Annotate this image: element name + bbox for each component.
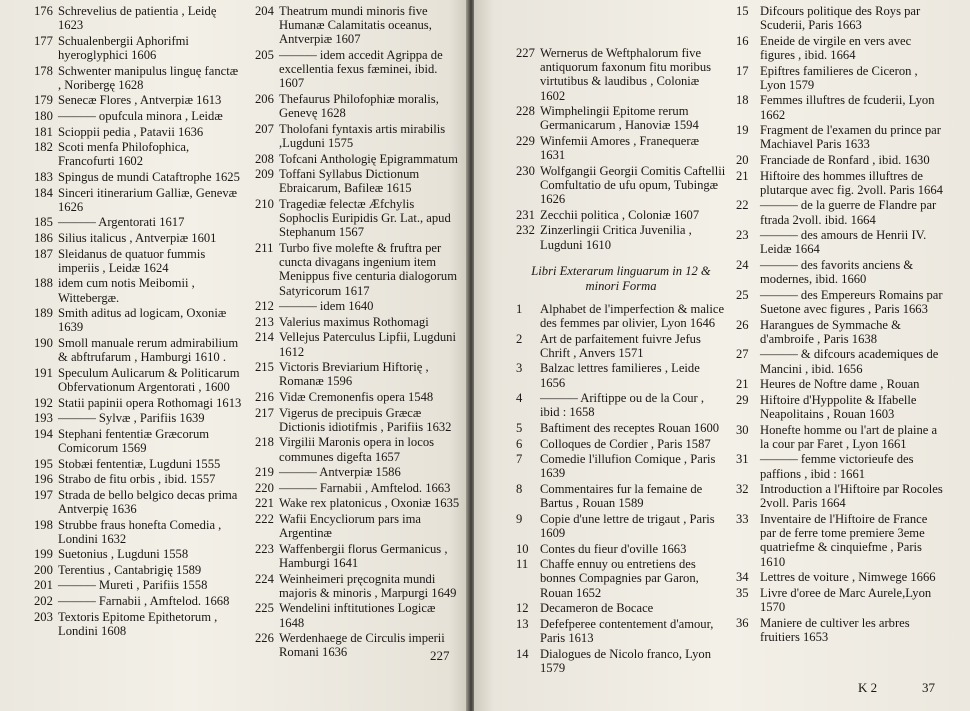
catalog-entry (516, 208, 726, 222)
catalog-entry (34, 578, 244, 592)
catalog-entry (736, 153, 946, 167)
catalog-entry (516, 437, 726, 451)
catalog-entry (736, 452, 946, 480)
entry-number: 210 (255, 196, 274, 211)
entry-number: 21 (736, 377, 749, 392)
entry-text: Strubbe fraus honefta Comedia , Londini 1632 (58, 517, 222, 546)
entry-text: Strada de bello belgico decas prima Antverpię 1636 (58, 487, 238, 516)
entry-number: 202 (34, 594, 53, 609)
catalog-entry (736, 570, 946, 584)
right-column-1-bottom (516, 302, 726, 675)
entry-text: Schrevelius de patientia , Leidę 1623 (58, 4, 217, 33)
entry-number: 179 (34, 93, 53, 108)
catalog-entry (736, 512, 946, 569)
entry-number: 11 (516, 557, 529, 572)
catalog-entry (516, 46, 726, 103)
entry-number: 188 (34, 276, 53, 291)
catalog-entry (255, 542, 462, 570)
entry-text: ——— Farnabii , Amftelod. 1668 (58, 594, 230, 609)
entry-text: Senecæ Flores , Antverpiæ 1613 (58, 93, 222, 108)
entry-number: 195 (34, 456, 53, 471)
entry-text: Art de parfaitement fuivre Jefus Chrift , Anvers 1571 (540, 331, 701, 360)
entry-text: Wafii Encycliorum pars ima Argentinæ (279, 511, 422, 541)
entry-text: Stephani fententiæ Græcorum Comicorum 1569 (58, 426, 210, 455)
catalog-entry (736, 586, 946, 614)
entry-text: Sleidanus de quatuor fummis imperiis , Leidæ 1624 (58, 246, 206, 275)
entry-text: ——— idem 1640 (279, 299, 374, 314)
entry-number: 7 (516, 452, 523, 467)
entry-number: 219 (255, 465, 274, 480)
right-column-2 (736, 4, 946, 645)
catalog-entry (736, 169, 946, 197)
entry-text: Strabo de fitu orbis , ibid. 1557 (58, 472, 216, 487)
page-number: 37 (922, 680, 935, 695)
entry-number: 201 (34, 578, 53, 593)
entry-number: 212 (255, 299, 274, 314)
entry-text: Dialogues de Nicolo franco, Lyon 1579 (540, 646, 712, 675)
left-column-1 (34, 4, 244, 639)
catalog-entry (736, 198, 946, 226)
entry-text: Wernerus de Weftphalorum five antiquorum faxonum fitu moribus virtutibus & laudibus , Coloniæ 1602 (540, 46, 712, 103)
catalog-entry (34, 427, 244, 455)
entry-text: Hiftoire des hommes illuftres de plutarque avec fig. 2voll. Paris 1664 (760, 168, 943, 197)
right-column-1-top (516, 46, 726, 252)
entry-number: 208 (255, 151, 274, 166)
entry-text: Scoti menfa Philofophica, Francofurti 1602 (58, 140, 190, 169)
entry-number: 35 (736, 585, 749, 600)
entry-number: 176 (34, 4, 53, 18)
entry-number: 223 (255, 541, 274, 556)
catalog-entry (34, 125, 244, 139)
entry-number: 8 (516, 481, 523, 496)
entry-text: Comedie l'illufion Comique , Paris 1639 (540, 452, 716, 481)
entry-text: Hiftoire d'Hyppolite & Ifabelle Neapolitains , Rouan 1603 (760, 392, 917, 421)
entry-number: 221 (255, 496, 274, 511)
catalog-entry (34, 215, 244, 229)
entry-text: Turbo five molefte & fruftra per cuncta divagans ingenium item Menippus five centuria dialogorum Satyricorum 1617 (279, 240, 458, 298)
entry-number: 190 (34, 335, 53, 350)
entry-number: 184 (34, 185, 53, 200)
catalog-entry (255, 481, 462, 495)
entry-number: 181 (34, 124, 53, 139)
entry-text: Lettres de voiture , Nimwege 1666 (760, 570, 936, 585)
entry-text: Harangues de Symmache & d'ambroife , Paris 1638 (760, 317, 901, 346)
catalog-entry (34, 231, 244, 245)
entry-text: Eneide de virgile en vers avec figures , ibid. 1664 (760, 33, 912, 62)
entry-text: Victoris Breviarium Hiftorię , Romanæ 1596 (279, 360, 429, 389)
entry-text: Wolfgangii Georgii Comitis Caftellii Comfultatio de ufu opum, Tubingæ 1626 (540, 163, 726, 207)
catalog-entry (255, 601, 462, 629)
entry-number: 4 (516, 391, 523, 406)
entry-text: Suetonius , Lugduni 1558 (58, 547, 189, 562)
catalog-entry (255, 4, 462, 47)
entry-number: 21 (736, 168, 749, 183)
catalog-entry (255, 92, 462, 120)
catalog-entry (34, 547, 244, 561)
entry-text: Stobæi fententiæ, Lugduni 1555 (58, 456, 221, 471)
entry-text: Wimphelingii Epitome rerum Germanicarum , Hanoviæ 1594 (540, 104, 699, 133)
catalog-entry (736, 228, 946, 256)
entry-text: Femmes illuftres de fcuderii, Lyon 1662 (760, 93, 935, 122)
entry-number: 178 (34, 63, 53, 78)
entry-number: 230 (516, 163, 535, 178)
catalog-entry (34, 247, 244, 275)
left-page (0, 0, 468, 711)
entry-text: Wendelini inftitutiones Logicæ 1648 (279, 601, 436, 630)
catalog-entry (736, 4, 946, 32)
catalog-entry (516, 361, 726, 389)
entry-text: Colloques de Cordier , Paris 1587 (540, 436, 711, 451)
catalog-entry (255, 48, 462, 91)
entry-number: 10 (516, 541, 529, 556)
catalog-entry (34, 610, 244, 638)
entry-text: Introduction a l'Hiftoire par Rocoles 2voll. Paris 1664 (760, 482, 943, 511)
entry-text: idem cum notis Meibomii , Wittebergæ. (58, 276, 195, 305)
entry-number: 187 (34, 246, 53, 261)
entry-text: Weinheimeri pręcognita mundi majoris & minoris , Marpurgi 1649 (279, 571, 457, 600)
entry-number: 209 (255, 167, 274, 182)
entry-number: 222 (255, 511, 274, 526)
entry-text: Chaffe ennuy ou entretiens des bonnes Compagnies par Garon, Rouan 1652 (540, 557, 699, 600)
entry-number: 2 (516, 331, 523, 346)
entry-number: 206 (255, 92, 274, 106)
entry-text: Smoll manuale rerum admirabilium & abftrufarum , Hamburgi 1610 . (58, 335, 239, 365)
entry-number: 20 (736, 152, 749, 167)
catalog-entry (34, 594, 244, 608)
entry-number: 18 (736, 93, 749, 108)
entry-text: ——— Antverpiæ 1586 (279, 465, 401, 480)
catalog-entry (736, 393, 946, 421)
catalog-entry (516, 223, 726, 251)
catalog-entry (516, 332, 726, 360)
catalog-entry (516, 617, 726, 645)
entry-number: 232 (516, 223, 535, 238)
entry-text: Copie d'une lettre de trigaut , Paris 1609 (540, 511, 715, 540)
catalog-entry (736, 616, 946, 644)
entry-text: Balzac lettres familieres , Leide 1656 (540, 361, 700, 390)
entry-text: Silius italicus , Antverpiæ 1601 (58, 230, 217, 245)
catalog-entry (34, 140, 244, 168)
entry-number: 199 (34, 547, 53, 562)
catalog-entry (255, 572, 462, 600)
entry-text: ——— & difcours academiques de Mancini , ibid. 1656 (760, 347, 939, 376)
entry-text: ——— des favorits anciens & modernes, ibid. 1660 (760, 257, 914, 287)
entry-number: 192 (34, 395, 53, 410)
catalog-entry (255, 512, 462, 540)
entry-text: Scioppii pedia , Patavii 1636 (58, 124, 204, 139)
entry-number: 14 (516, 646, 529, 661)
catalog-entry (255, 197, 462, 240)
entry-number: 213 (255, 314, 274, 329)
entry-text: ——— Mureti , Parifiis 1558 (58, 578, 208, 593)
entry-text: Fragment de l'examen du prince par Machiavel Paris 1633 (760, 123, 941, 152)
catalog-entry (255, 435, 462, 463)
entry-text: Baftiment des receptes Rouan 1600 (540, 420, 720, 435)
catalog-entry (34, 488, 244, 516)
entry-number: 15 (736, 4, 749, 18)
catalog-entry (516, 647, 726, 675)
catalog-entry (516, 482, 726, 510)
entry-number: 16 (736, 33, 749, 48)
entry-text: Tholofani fyntaxis artis mirabilis ,Lugduni 1575 (279, 121, 446, 150)
catalog-entry (736, 347, 946, 375)
catalog-entry (34, 276, 244, 304)
catalog-entry (34, 563, 244, 577)
catalog-entry (255, 390, 462, 404)
section-heading: Libri Exterarum linguarum in 12 & minori Forma (531, 263, 711, 293)
entry-text: ——— Argentorati 1617 (58, 215, 185, 230)
entry-number: 3 (516, 361, 523, 376)
catalog-entry (736, 64, 946, 92)
catalog-entry (516, 452, 726, 480)
catalog-entry (34, 306, 244, 334)
entry-number: 211 (255, 240, 274, 255)
entry-text: Winfemii Amores , Franequeræ 1631 (540, 134, 699, 163)
catalog-entry (255, 315, 462, 329)
catalog-entry (736, 377, 946, 391)
entry-number: 25 (736, 287, 749, 302)
entry-number: 22 (736, 198, 749, 213)
catalog-entry (516, 302, 726, 330)
catalog-entry (516, 164, 726, 207)
catalog-entry (516, 601, 726, 615)
catalog-entry (255, 465, 462, 479)
entry-number: 177 (34, 33, 53, 48)
catalog-entry (255, 299, 462, 313)
entry-text: Contes du fieur d'oville 1663 (540, 541, 687, 556)
catalog-entry (736, 34, 946, 62)
entry-text: Textoris Epitome Epithetorum , Londini 1608 (58, 609, 218, 638)
entry-text: Spingus de mundi Cataftrophe 1625 (58, 169, 240, 184)
catalog-entry (255, 496, 462, 510)
catalog-entry (34, 34, 244, 62)
entry-text: Vidæ Cremonenfis opera 1548 (279, 389, 434, 404)
entry-number: 231 (516, 207, 535, 222)
catalog-entry (255, 330, 462, 358)
entry-number: 13 (516, 616, 529, 631)
entry-text: Zinzerlingii Critica Juvenilia , Lugduni 1610 (540, 223, 692, 252)
entry-number: 24 (736, 257, 749, 272)
entry-number: 17 (736, 63, 749, 78)
entry-number: 226 (255, 631, 274, 646)
entry-number: 225 (255, 601, 274, 616)
entry-number: 220 (255, 480, 274, 495)
entry-number: 36 (736, 615, 749, 630)
entry-number: 214 (255, 330, 274, 345)
catchword: 227 (430, 648, 450, 663)
entry-text: Statii papinii opera Rothomagi 1613 (58, 395, 242, 410)
entry-text: Vigerus de precipuis Græcæ Dictionis idiotifmis , Parifiis 1632 (279, 405, 452, 434)
entry-text: Schwenter manipulus linguę fanctæ , Noribergę 1628 (58, 63, 239, 92)
entry-text: ——— opufcula minora , Leidæ (58, 108, 223, 123)
entry-number: 229 (516, 134, 535, 148)
catalog-entry (34, 518, 244, 546)
catalog-entry (34, 4, 244, 32)
entry-text: Werdenhaege de Circulis imperii Romani 1636 (279, 631, 445, 660)
entry-number: 32 (736, 482, 749, 497)
catalog-entry (736, 123, 946, 151)
entry-number: 218 (255, 435, 274, 450)
catalog-entry (736, 288, 946, 316)
catalog-entry (34, 472, 244, 486)
entry-number: 204 (255, 4, 274, 18)
signature-mark: K 2 (858, 680, 878, 695)
entry-text: Heures de Noftre dame , Rouan (760, 377, 920, 392)
entry-number: 26 (736, 317, 749, 332)
entry-number: 196 (34, 472, 53, 487)
entry-number: 224 (255, 571, 274, 586)
entry-number: 217 (255, 405, 274, 420)
entry-text: Sinceri itinerarium Galliæ, Genevæ 1626 (58, 185, 238, 214)
entry-text: Smith aditus ad logicam, Oxoniæ 1639 (58, 306, 227, 335)
right-page (474, 0, 970, 711)
entry-text: Valerius maximus Rothomagi (279, 314, 429, 329)
entry-number: 228 (516, 104, 535, 119)
entry-number: 23 (736, 228, 749, 243)
catalog-entry (34, 336, 244, 364)
entry-number: 203 (34, 609, 53, 624)
entry-text: Maniere de cultiver les arbres fruitiers 1653 (760, 615, 910, 644)
entry-text: ——— de la guerre de Flandre par ftrada 2voll. ibid. 1664 (760, 198, 937, 227)
entry-number: 6 (516, 436, 523, 451)
catalog-entry (516, 134, 726, 162)
entry-text: Terentius , Cantabrigię 1589 (58, 562, 202, 577)
entry-text: Alphabet de l'imperfection & malice des femmes par olivier, Lyon 1646 (540, 301, 725, 330)
catalog-entry (736, 423, 946, 451)
catalog-entry (34, 93, 244, 107)
entry-text: ——— femme victorieufe des paffions , ibid : 1661 (760, 452, 914, 481)
catalog-entry (736, 482, 946, 510)
catalog-entry (255, 122, 462, 150)
entry-number: 34 (736, 570, 749, 585)
entry-number: 9 (516, 511, 523, 526)
catalog-entry (516, 557, 726, 600)
entry-text: Toffani Syllabus Dictionum Ebraicarum, Bafileæ 1615 (279, 167, 420, 196)
entry-text: Epiftres familieres de Ciceron , Lyon 1579 (760, 63, 918, 92)
catalog-entry (255, 241, 462, 298)
entry-text: Speculum Aulicarum & Politicarum Obfervationum Argentorati , 1600 (58, 365, 240, 394)
catalog-entry (516, 542, 726, 556)
entry-number: 193 (34, 411, 53, 426)
entry-text: Zecchii politica , Coloniæ 1607 (540, 207, 700, 222)
entry-text: ——— des amours de Henrii IV. Leidæ 1664 (760, 228, 927, 257)
entry-number: 31 (736, 452, 749, 467)
entry-text: Inventaire de l'Hiftoire de France par de ferre tome premiere 3eme quatriefme & cinquiefme , Paris 1610 (760, 511, 928, 569)
catalog-entry (34, 64, 244, 92)
entry-number: 207 (255, 121, 274, 136)
entry-number: 182 (34, 140, 53, 155)
entry-number: 216 (255, 389, 274, 404)
left-column-2 (255, 4, 462, 661)
entry-number: 186 (34, 230, 53, 245)
catalog-entry (516, 104, 726, 132)
entry-text: Waffenbergii florus Germanicus , Hamburgi 1641 (279, 541, 448, 570)
entry-text: Theatrum mundi minoris five Humanæ Calamitatis oceanus, Antverpiæ 1607 (279, 4, 432, 47)
entry-number: 194 (34, 426, 53, 441)
entry-number: 1 (516, 301, 523, 316)
catalog-entry (255, 167, 462, 195)
catalog-entry (34, 186, 244, 214)
catalog-entry (736, 93, 946, 121)
right-column-1 (516, 46, 726, 676)
catalog-entry (516, 512, 726, 540)
catalog-entry (255, 406, 462, 434)
entry-number: 30 (736, 422, 749, 437)
entry-text: Livre d'oree de Marc Aurele,Lyon 1570 (760, 585, 932, 614)
entry-number: 191 (34, 365, 53, 380)
catalog-entry (255, 152, 462, 166)
entry-text: Vellejus Paterculus Lipfii, Lugduni 1612 (279, 330, 456, 359)
entry-text: ——— idem accedit Agrippa de excellentia fexus fæminei, ibid. 1607 (279, 48, 443, 91)
entry-text: Tragediæ felectæ Æfchylis Sophoclis Euripidis Gr. Lat., apud Stephanum 1567 (279, 196, 451, 240)
catalog-entry (34, 109, 244, 123)
entry-text: Virgilii Maronis opera in locos communes digefta 1657 (279, 435, 435, 464)
catalog-entry (34, 457, 244, 471)
entry-number: 19 (736, 123, 749, 138)
entry-number: 197 (34, 487, 53, 502)
entry-number: 12 (516, 601, 529, 616)
catalog-entry (255, 360, 462, 388)
catalog-entry (34, 396, 244, 410)
entry-text: Schualenbergii Aphorifmi hyeroglyphici 1606 (58, 33, 189, 62)
entry-text: Difcours politique des Roys par Scuderii, Paris 1663 (760, 4, 921, 33)
entry-number: 27 (736, 347, 749, 362)
entry-number: 185 (34, 215, 53, 230)
entry-number: 205 (255, 48, 274, 62)
entry-number: 198 (34, 517, 53, 532)
entry-number: 5 (516, 420, 523, 435)
catalog-entry (34, 366, 244, 394)
entry-text: Decameron de Bocace (540, 601, 654, 616)
catalog-entry (516, 391, 726, 419)
entry-number: 215 (255, 360, 274, 375)
catalog-entry (736, 318, 946, 346)
entry-text: Thefaurus Philofophiæ moralis, Genevę 1628 (279, 92, 439, 121)
entry-text: ——— des Empereurs Romains par Suetone avec figures , Paris 1663 (760, 287, 943, 316)
entry-number: 227 (516, 46, 535, 60)
entry-number: 183 (34, 169, 53, 184)
catalog-entry (516, 421, 726, 435)
entry-text: Tofcani Anthologię Epigrammatum (279, 151, 458, 166)
entry-text: ——— Farnabii , Amftelod. 1663 (279, 480, 451, 495)
catalog-entry (34, 411, 244, 425)
entry-number: 189 (34, 306, 53, 321)
entry-text: Commentaires fur la femaine de Bartus , Rouan 1589 (540, 481, 703, 511)
entry-number: 29 (736, 392, 749, 407)
catalog-entry (34, 170, 244, 184)
entry-text: Wake rex platonicus , Oxoniæ 1635 (279, 496, 460, 511)
entry-number: 200 (34, 562, 53, 577)
entry-number: 180 (34, 108, 53, 123)
entry-text: Franciade de Ronfard , ibid. 1630 (760, 152, 930, 167)
entry-text: ——— Sylvæ , Parifiis 1639 (58, 411, 205, 426)
entry-number: 33 (736, 511, 749, 526)
entry-text: Honefte homme ou l'art de plaine a la cour par Faret , Lyon 1661 (760, 422, 938, 451)
catalog-entry (736, 258, 946, 286)
entry-text: ——— Ariftippe ou de la Cour , ibid : 1658 (540, 391, 705, 420)
entry-text: Defefperee contentement d'amour, Paris 1613 (540, 616, 714, 645)
